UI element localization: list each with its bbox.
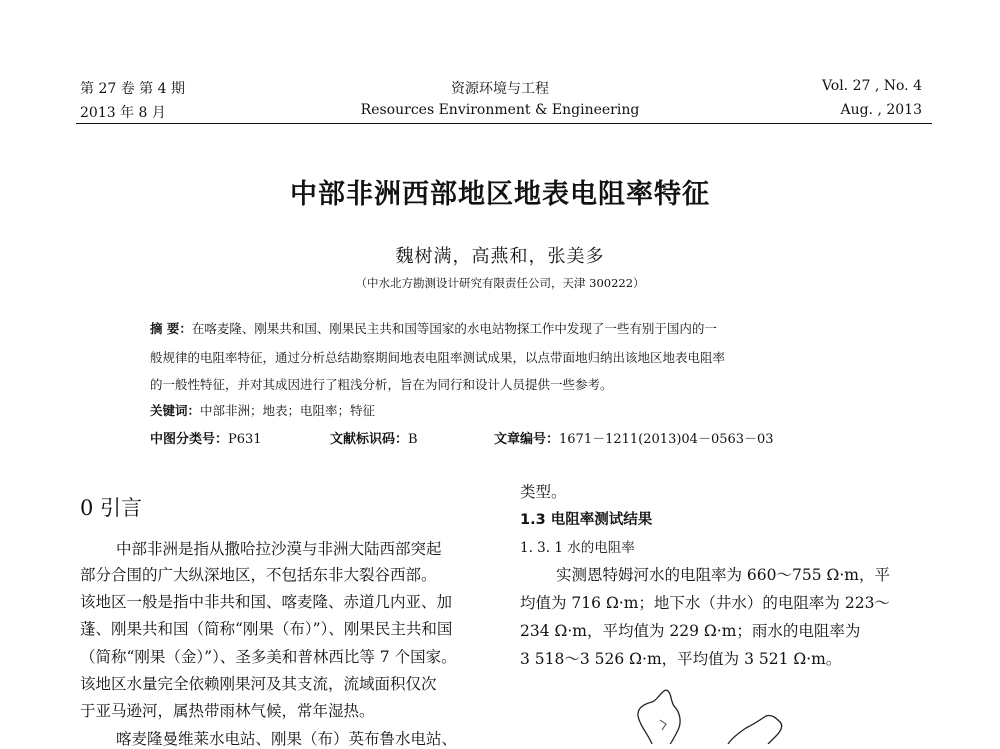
intro-line-1: 中部非洲是指从撒哈拉沙漠与非洲大陆西部突起: [116, 540, 442, 558]
header-journal-en: Resources Environment & Engineering: [360, 102, 640, 118]
abstract-line-3: 的一般性特征，并对其成因进行了粗浅分析，旨在为同行和设计人员提供一些参考。: [150, 377, 613, 392]
resistivity-line-2: 均值为 716 Ω·m；地下水（井水）的电阻率为 223～: [520, 594, 890, 612]
paper-title: 中部非洲西部地区地表电阻率特征: [290, 179, 710, 210]
resistivity-line-4: 3 518～3 526 Ω·m，平均值为 3 521 Ω·m。: [520, 650, 842, 668]
header-volume: 第 27 卷 第 4 期: [80, 81, 185, 97]
abstract-line-1: 摘 要：在喀麦隆、刚果共和国、刚果民主共和国等国家的水电站物探工作中发现了一些有别于国内的一: [150, 321, 717, 336]
keywords-line: [150, 401, 375, 419]
intro-line-7: 于亚马逊河，属热带雨林气候，常年湿热。: [80, 702, 375, 720]
intro-line-5: （简称“刚果（金）”）、圣多美和普林西比等 7 个国家。: [80, 648, 457, 666]
document-code: 文献标识码：B: [330, 432, 418, 447]
authors: 魏树满，高燕和，张美多: [395, 246, 605, 267]
intro-line-8: 喀麦隆曼维莱水电站、刚果（布）英布鲁水电站、: [116, 730, 458, 748]
header-date: 2013 年 8 月: [80, 105, 166, 121]
header-rule: [76, 123, 932, 124]
section-heading-intro: 0 引言: [80, 496, 143, 520]
affiliation: （中水北方勘测设计研究有限责任公司，天津 300222）: [355, 276, 645, 290]
keywords-value: 中部非洲；地表；电阻率；特征: [200, 403, 376, 418]
subsubsection-heading: 1. 3. 1 水的电阻率: [520, 540, 635, 556]
intro-line-2: 部分合围的广大纵深地区，不包括东非大裂谷西部。: [80, 566, 437, 584]
header-journal-cn: 资源环境与工程: [451, 81, 549, 97]
map-sketch: [600, 680, 830, 744]
intro-line-3: 该地区一般是指中非共和国、喀麦隆、赤道几内亚、加: [80, 593, 453, 611]
article-number: 文章编号：1671－1211(2013)04－0563－03: [494, 432, 774, 447]
keywords-label: 关键词：: [150, 403, 201, 418]
header-volume-en: Vol. 27 , No. 4: [821, 78, 922, 94]
resistivity-line-3: 234 Ω·m，平均值为 229 Ω·m；雨水的电阻率为: [520, 622, 861, 640]
subsection-heading: 1.3 电阻率测试结果: [520, 512, 653, 528]
header-date-en: Aug. , 2013: [840, 102, 922, 118]
resistivity-line-1: 实测恩特姆河水的电阻率为 660～755 Ω·m，平: [556, 566, 891, 584]
abstract-label: 摘 要：: [150, 321, 192, 336]
clc-number: 中图分类号：P631: [150, 432, 262, 447]
intro-line-6: 该地区水量完全依赖刚果河及其支流，流域面积仅次: [80, 675, 437, 693]
abstract-line-2: 般规律的电阻率特征，通过分析总结勘察期间地表电阻率测试成果，以点带面地归纳出该地区地表电阻率: [150, 350, 726, 365]
continuation-line: 类型。: [520, 483, 567, 501]
intro-line-4: 蓬、刚果共和国（简称“刚果（布）”）、刚果民主共和国: [80, 620, 453, 638]
